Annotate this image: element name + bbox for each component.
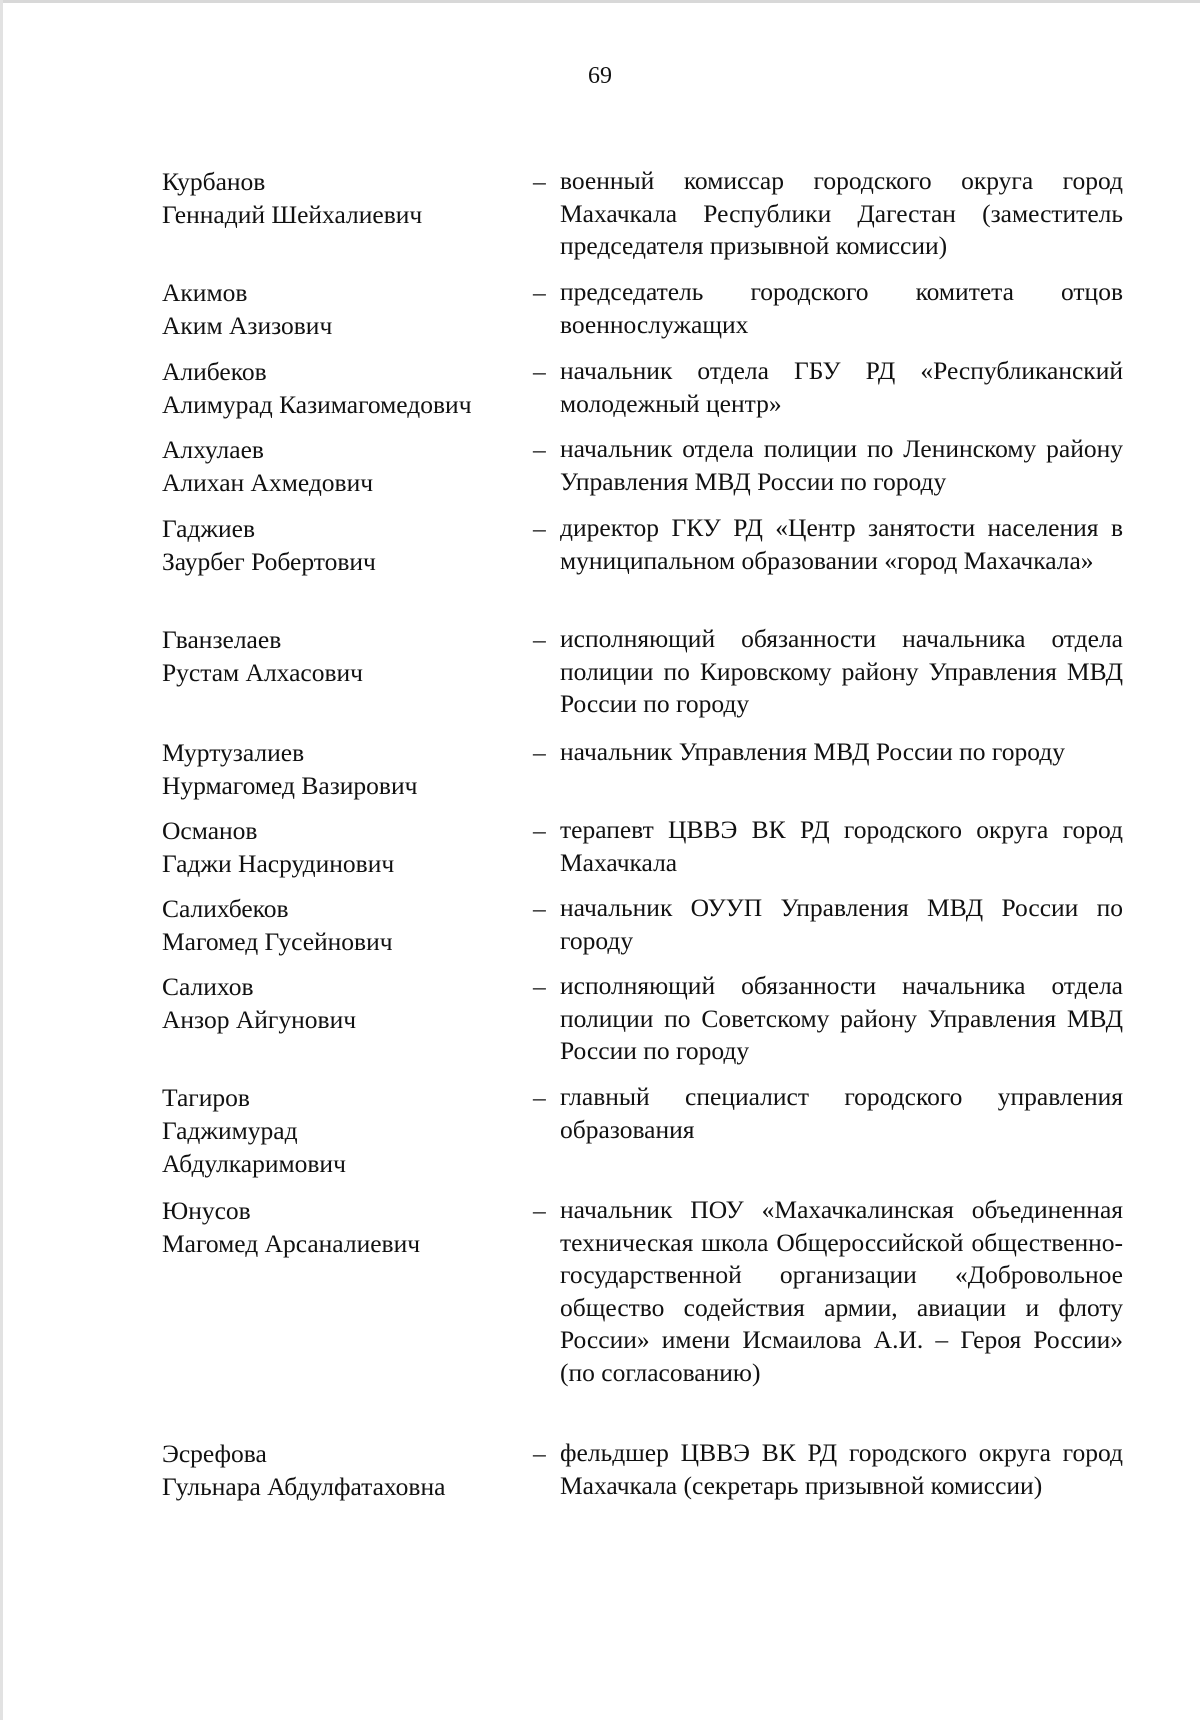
person-surname: Эсрефова [162, 1439, 267, 1468]
separator-dash: – [533, 1439, 546, 1468]
person-name [162, 165, 522, 231]
scan-edge-left [0, 0, 3, 1720]
person-surname: Гаджиев [162, 514, 256, 543]
separator-dash: – [533, 1083, 546, 1112]
scan-edge-top [0, 0, 1200, 3]
position-description: терапевт ЦВВЭ ВК РД городского округа город Махачкала [560, 815, 1123, 877]
separator-dash: – [533, 278, 546, 307]
position-description: директор ГКУ РД «Центр занятости населения в муниципальном образовании «город Махачкала» [560, 513, 1123, 575]
separator-dash: – [533, 167, 546, 196]
person-name [162, 512, 522, 578]
person-given-name: Рустам Алхасович [162, 658, 363, 687]
position-description: военный комиссар городского округа город Махачкала Республики Дагестан (заместитель председателя призывной комиссии) [560, 166, 1123, 260]
person-name [162, 1081, 522, 1180]
person-surname: Алибеков [162, 357, 267, 386]
person-surname: Муртузалиев [162, 738, 305, 767]
person-surname: Салихов [162, 972, 254, 1001]
person-surname: Тагиров [162, 1083, 250, 1112]
person-given-name: Гаджимурад [162, 1116, 298, 1145]
separator-dash: – [533, 514, 546, 543]
position-description: главный специалист городского управления образования [560, 1082, 1123, 1144]
separator-dash: – [533, 894, 546, 923]
person-surname: Салихбеков [162, 894, 289, 923]
position-description: исполняющий обязанности начальника отдела полиции по Советскому району Управления МВД России по городу [560, 971, 1123, 1065]
person-given-name: Гульнара Абдулфатаховна [162, 1472, 446, 1501]
person-given-name: Магомед Арсаналиевич [162, 1229, 421, 1258]
person-surname: Гванзелаев [162, 625, 282, 654]
person-surname: Османов [162, 816, 258, 845]
position-description: фельдшер ЦВВЭ ВК РД городского округа город Махачкала (секретарь призывной комиссии) [560, 1438, 1123, 1500]
separator-dash: – [533, 816, 546, 845]
person-name [162, 1194, 522, 1260]
person-given-name: Магомед Гусейнович [162, 927, 393, 956]
separator-dash: – [533, 435, 546, 464]
position-description: исполняющий обязанности начальника отдела полиции по Кировскому району Управления МВД России по городу [560, 624, 1123, 718]
person-patronymic: Абдулкаримович [162, 1149, 346, 1178]
position-description: начальник ПОУ «Махачкалинская объединенная техническая школа Общероссийской общественно-государственной организации «Добровольное общество содействия армии, авиации и флоту России» имени Исмаилова А.И. – Героя России» (по согласованию) [560, 1195, 1123, 1387]
person-given-name: Анзор Айгунович [162, 1005, 357, 1034]
person-name [162, 892, 522, 958]
person-given-name: Алимурад Казимагомедович [162, 390, 472, 419]
person-name [162, 355, 522, 421]
person-given-name: Гаджи Насрудинович [162, 849, 395, 878]
person-name [162, 433, 522, 499]
person-name [162, 276, 522, 342]
separator-dash: – [533, 738, 546, 767]
separator-dash: – [533, 357, 546, 386]
person-surname: Юнусов [162, 1196, 251, 1225]
person-name [162, 736, 522, 802]
separator-dash: – [533, 625, 546, 654]
position-description: начальник отдела ГБУ РД «Республиканский молодежный центр» [560, 356, 1123, 418]
position-description: начальник ОУУП Управления МВД России по городу [560, 893, 1123, 955]
person-surname: Курбанов [162, 167, 266, 196]
page-number: 69 [588, 63, 612, 89]
separator-dash: – [533, 1196, 546, 1225]
position-description: председатель городского комитета отцов военнослужащих [560, 277, 1123, 339]
person-name [162, 623, 522, 689]
person-name [162, 814, 522, 880]
person-name [162, 1437, 522, 1503]
person-given-name: Геннадий Шейхалиевич [162, 200, 423, 229]
person-given-name: Заурбег Робертович [162, 547, 376, 576]
person-given-name: Алихан Ахмедович [162, 468, 374, 497]
person-given-name: Нурмагомед Вазирович [162, 771, 418, 800]
person-given-name: Аким Азизович [162, 311, 333, 340]
separator-dash: – [533, 972, 546, 1001]
position-description: начальник Управления МВД России по городу [560, 737, 1065, 766]
person-surname: Акимов [162, 278, 248, 307]
position-description: начальник отдела полиции по Ленинскому району Управления МВД России по городу [560, 434, 1123, 496]
person-surname: Алхулаев [162, 435, 264, 464]
person-name [162, 970, 522, 1036]
